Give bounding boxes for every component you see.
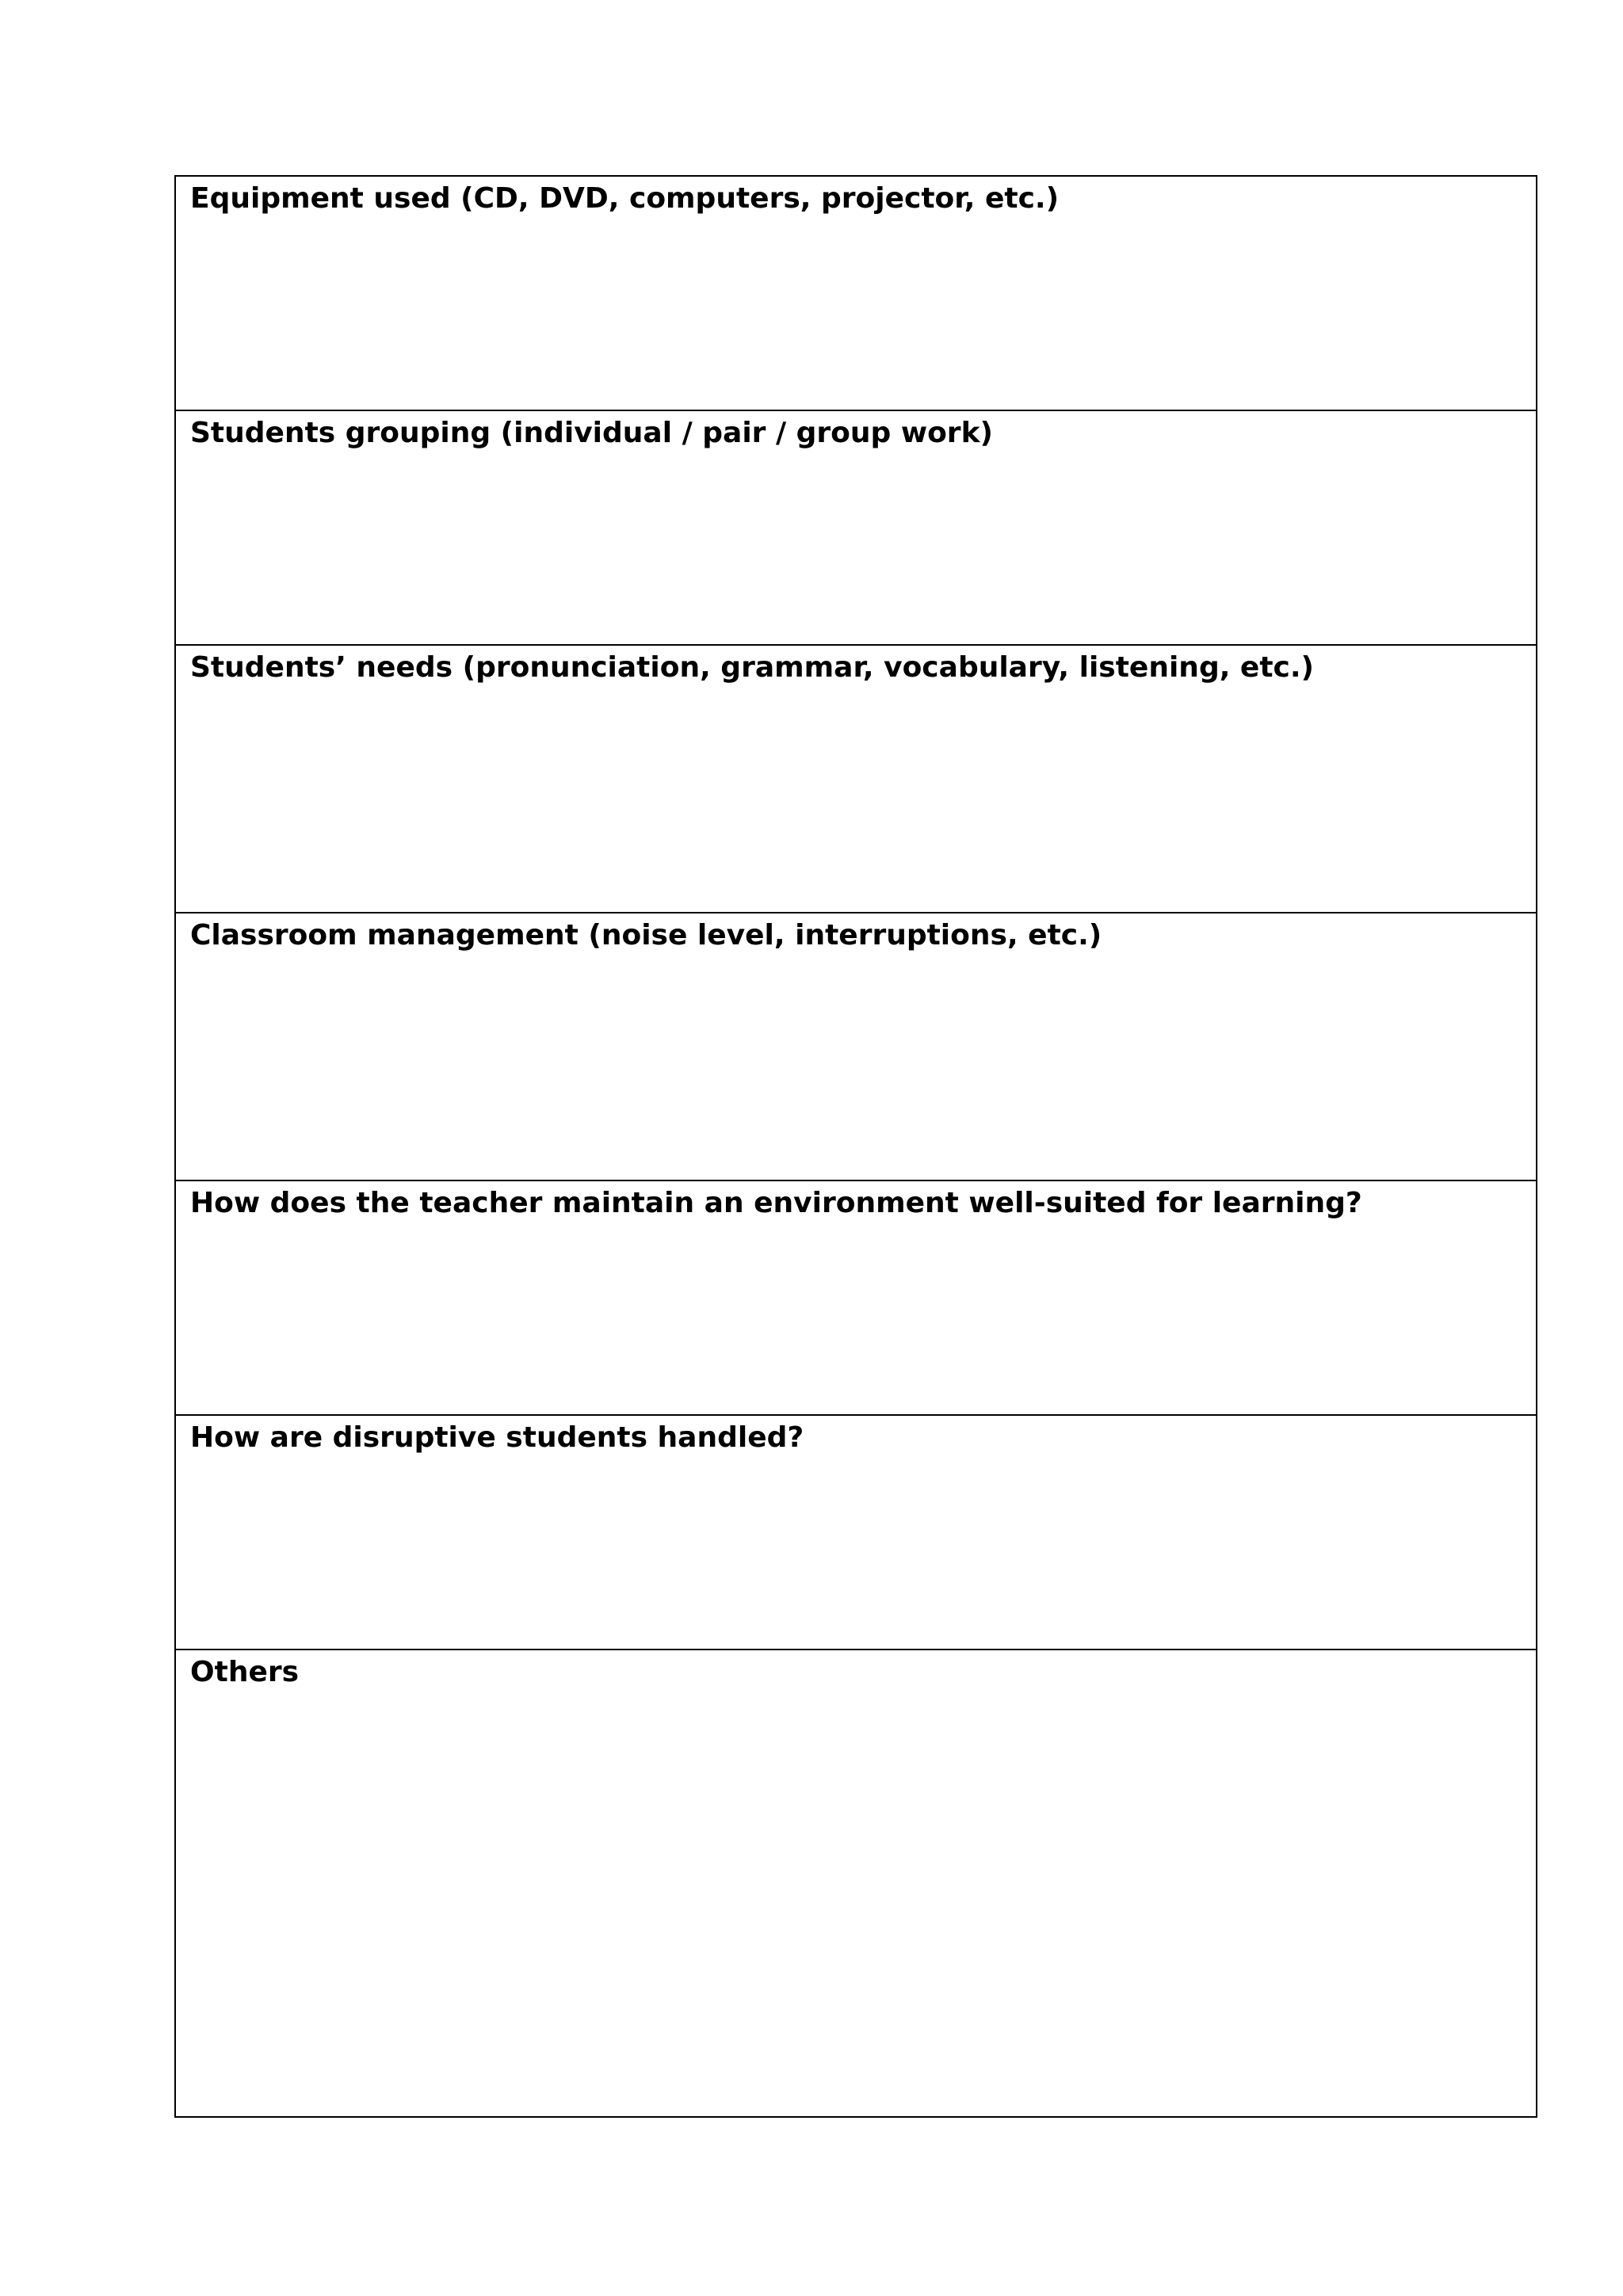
form-cell-equipment[interactable] xyxy=(175,176,1537,410)
field-label-needs: Students’ needs (pronunciation, grammar, vocabulary, listening, etc.) xyxy=(190,651,1315,684)
field-label-classroom-management: Classroom management (noise level, interruptions, etc.) xyxy=(190,919,1102,952)
field-label-disruptive: How are disruptive students handled? xyxy=(190,1421,804,1454)
form-row-equipment xyxy=(175,176,1537,410)
form-row-grouping xyxy=(175,410,1537,645)
field-label-grouping: Students grouping (individual / pair / group work) xyxy=(190,417,993,449)
form-cell-disruptive[interactable] xyxy=(175,1415,1537,1650)
form-row-needs xyxy=(175,645,1537,913)
form-cell-grouping[interactable] xyxy=(175,410,1537,645)
field-label-equipment: Equipment used (CD, DVD, computers, projector, etc.) xyxy=(190,182,1060,215)
form-cell-needs[interactable] xyxy=(175,645,1537,913)
form-cell-classroom-management[interactable] xyxy=(175,913,1537,1180)
form-cell-environment[interactable] xyxy=(175,1180,1537,1415)
form-row-disruptive xyxy=(175,1415,1537,1650)
form-row-classroom-management xyxy=(175,913,1537,1180)
field-label-others: Others xyxy=(190,1656,300,1688)
form-row-others xyxy=(175,1650,1537,2117)
form-cell-others[interactable] xyxy=(175,1650,1537,2117)
observation-form-table xyxy=(174,175,1537,2118)
field-label-environment: How does the teacher maintain an environment well-suited for learning? xyxy=(190,1187,1362,1219)
form-row-environment xyxy=(175,1180,1537,1415)
